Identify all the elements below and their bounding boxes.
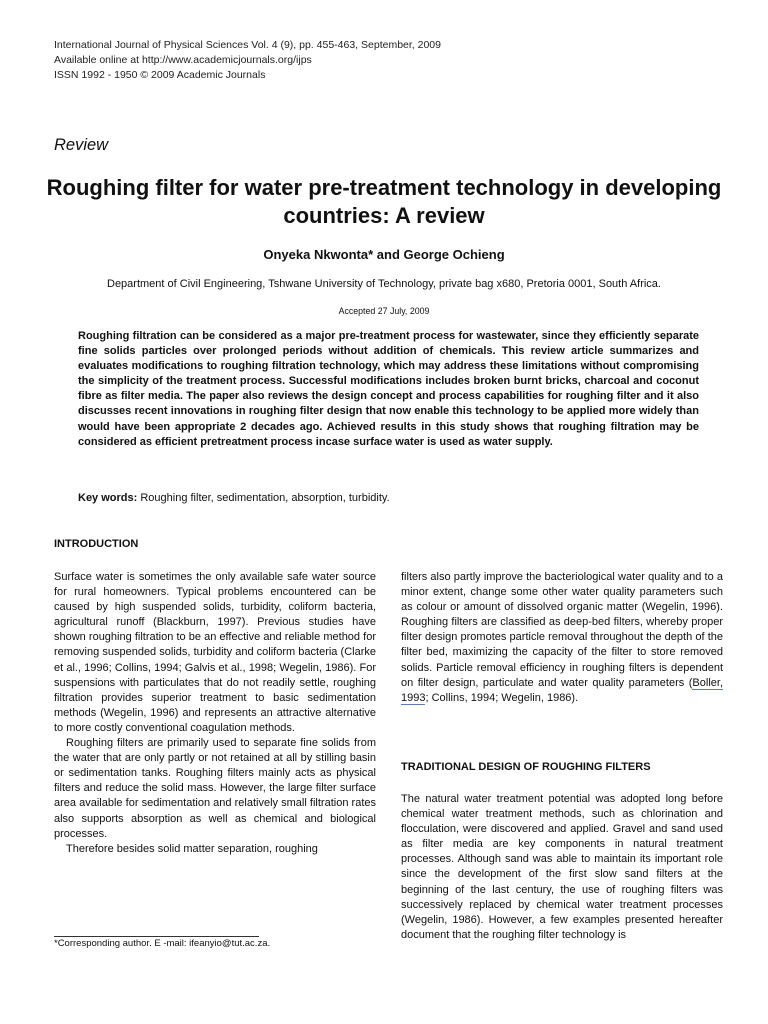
journal-citation: International Journal of Physical Sciences Vol. 4 (9), pp. 455-463, September, 2009 [54,39,441,51]
intro-paragraph-4 [401,570,723,706]
journal-header [54,38,441,83]
intro-paragraph-1: Surface water is sometimes the only available safe water source for rural homeowners. Typical problems encountered can be caused by high suspended solids, turbidity, coliform bacteria, agricultural runoff (Blackburn, 1997). Previous studies have shown roughing filtration to be an effective and reliable method for removing suspended solids, turbidity and coliform bacteria (Clarke et al., 1996; Collins, 1994; Galvis et al., 1998; Wegelin, 1986). For suspensions with particulates that do not readily settle, roughing filtration provides superior treatment to basic sedimentation methods (Wegelin, 1996) and represents an attractive alternative to more costly conventional coagulation methods. [54,571,376,734]
affiliation: Department of Civil Engineering, Tshwane University of Technology, private bag x680, Pretoria 0001, South Africa. [107,278,661,290]
corresponding-author-footnote: *Corresponding author. E -mail: ifeanyio@tut.ac.za. [54,938,271,949]
footnote-divider [54,936,259,937]
section-label: Review [54,136,109,154]
intro-paragraph-3: Therefore besides solid matter separation, roughing [66,842,318,855]
abstract: Roughing filtration can be considered as a major pre-treatment process for wastewater, since they efficiently separate fine solids particles over prolonged periods without addition of chemicals. This review article summarizes and evaluates modifications to roughing filtration technology, which may address these limitations without compromising the simplicity of the treatment process. Successful modifications includes broken burnt bricks, charcoal and coconut fibre as filter media. The paper also reviews the design concept and process capabilities for roughing filter and it also discusses recent innovations in roughing filter design that now enable this technology to be applied more widely than would have been appropriate 2 decades ago. Achieved results in this study shows that roughing filtration may be considered as efficient pretreatment process incase surface water is used as water supply. [78,330,699,448]
right-column-bottom [401,792,723,943]
paper-title: Roughing filter for water pre-treatment technology in developing countries: A review [46,175,722,228]
section-heading-introduction: INTRODUCTION [54,538,139,550]
journal-online-url[interactable]: Available online at http://www.academicjournals.org/ijps [54,54,312,66]
authors: Onyeka Nkwonta* and George Ochieng [263,247,505,262]
journal-issn: ISSN 1992 - 1950 © 2009 Academic Journals [54,69,266,81]
citation-link-boller[interactable]: Boller, 1993 [401,676,723,704]
left-column [54,570,376,857]
section-heading-traditional-design: TRADITIONAL DESIGN OF ROUGHING FILTERS [401,761,651,773]
keywords-label: Key words: [78,492,138,504]
intro-p4-text-b: ; Collins, 1994; Wegelin, 1986). [425,691,579,704]
intro-paragraph-2: Roughing filters are primarily used to separate fine solids from the water that are only partly or not retained at all by stilling basin or sedimentation tanks. Roughing filters mainly acts as physical filters and reduce the solid mass. However, the large filter surface area available for sedimentation and relatively small filtration rates also supports absorption as well as chemical and biological processes. [54,737,376,840]
intro-p4-text-a: filters also partly improve the bacteriological water quality and to a minor extent, change some other water quality parameters such as colour or amount of dissolved organic matter (Wegelin, 1996). Roughing filters are classified as deep-bed filters, whereby proper filter design promotes particle removal throughout the depth of the filter bed, maximizing the capacity of the filter to store removed solids. Particle removal efficiency in roughing filters is dependent on filter design, particulate and water quality parameters ( [401,571,723,689]
right-column-top [401,570,723,706]
keywords [78,492,390,504]
accepted-date: Accepted 27 July, 2009 [338,306,430,316]
keywords-text: Roughing filter, sedimentation, absorption, turbidity. [137,492,390,504]
traditional-paragraph-1: The natural water treatment potential was adopted long before chemical water treatment methods, such as chlorination and flocculation, were discovered and applied. Gravel and sand used as filter media are key components in natural treatment processes. Although sand was able to maintain its important role since the development of the first slow sand filters at the beginning of the last century, the use of roughing filters was successively replaced by chemical water treatment processes (Wegelin, 1986). However, a few examples presented hereafter document that the roughing filter technology is [401,793,723,941]
